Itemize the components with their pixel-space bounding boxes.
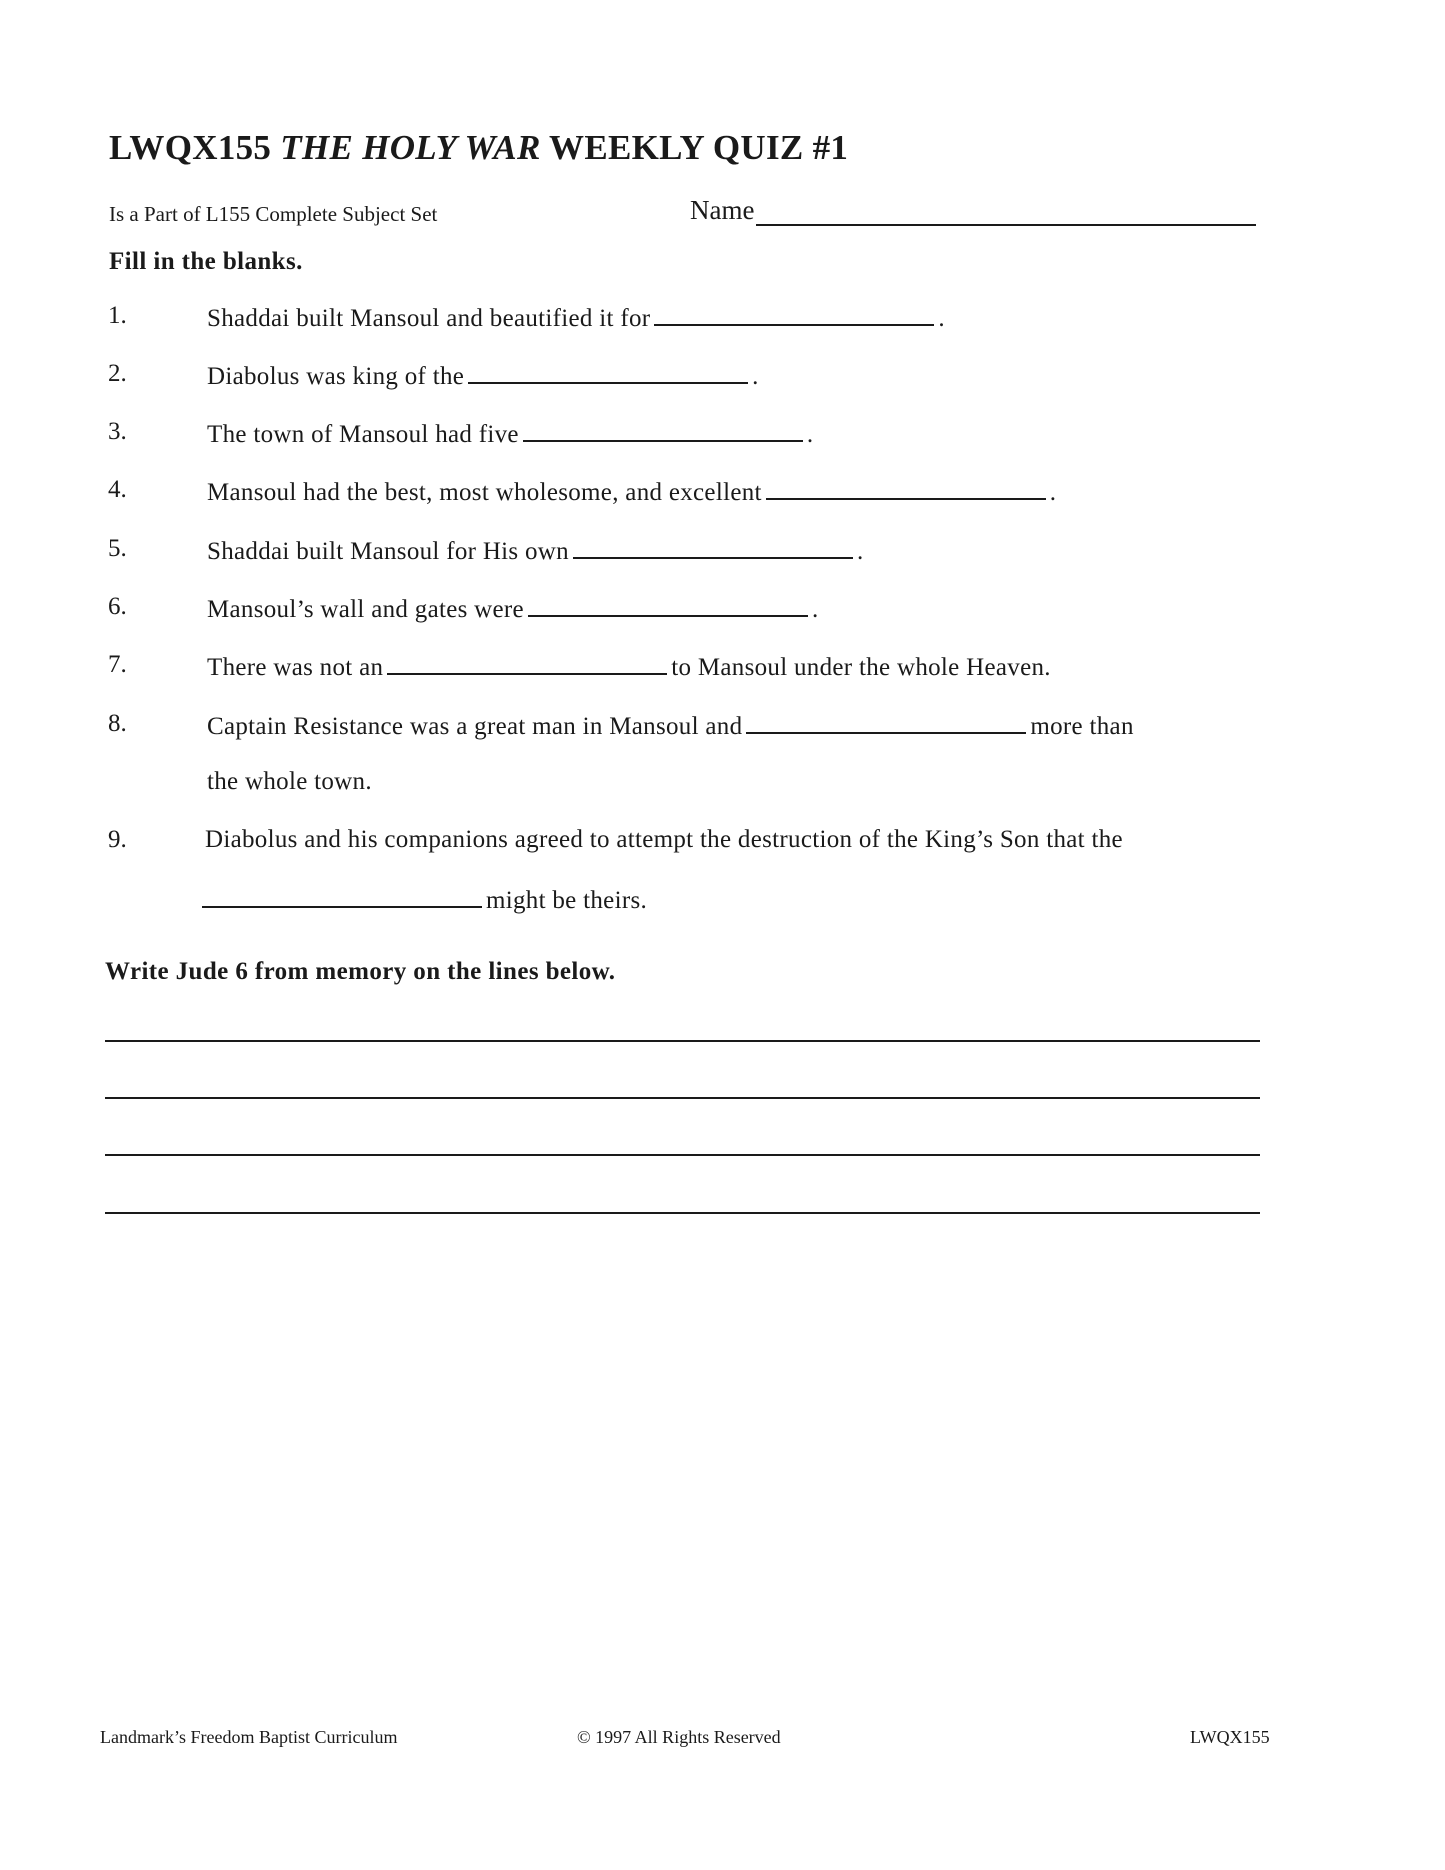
question-3	[207, 418, 813, 449]
answer-blank[interactable]	[573, 535, 853, 559]
fill-in-heading: Fill in the blanks.	[109, 248, 303, 275]
question-1	[207, 302, 945, 333]
memory-writing-line[interactable]	[105, 1154, 1260, 1156]
answer-blank[interactable]	[387, 651, 667, 675]
question-number: 5.	[108, 535, 127, 562]
question-suffix: .	[1049, 479, 1057, 506]
question-2	[207, 360, 759, 391]
memory-heading: Write Jude 6 from memory on the lines below.	[105, 958, 616, 985]
quiz-code: LWQX155	[109, 128, 272, 167]
question-suffix: .	[856, 538, 864, 565]
question-suffix: .	[938, 305, 945, 332]
question-text: Mansoul’s wall and gates were	[207, 596, 524, 623]
question-text: Diabolus was king of the	[207, 363, 465, 390]
memory-writing-line[interactable]	[105, 1212, 1260, 1214]
footer-code: LWQX155	[1190, 1727, 1270, 1747]
question-6	[207, 593, 819, 624]
subject-set-note: Is a Part of L155 Complete Subject Set	[109, 202, 438, 226]
question-suffix: .	[752, 363, 759, 390]
question-suffix: to Mansoul under the whole Heaven.	[671, 654, 1051, 681]
memory-writing-line[interactable]	[105, 1040, 1260, 1042]
answer-blank[interactable]	[528, 593, 808, 617]
question-8-continuation: the whole town.	[207, 768, 372, 795]
book-title: THE HOLY WAR	[280, 128, 541, 167]
question-text: Mansoul had the best, most wholesome, and excellent	[207, 479, 762, 506]
answer-blank[interactable]	[746, 710, 1026, 734]
question-text: Shaddai built Mansoul and beautified it for	[207, 305, 651, 332]
question-suffix: .	[811, 596, 819, 623]
question-7	[207, 651, 1051, 682]
answer-blank[interactable]	[468, 360, 748, 384]
answer-blank[interactable]	[202, 884, 482, 908]
answer-blank[interactable]	[654, 302, 934, 326]
footer-publisher: Landmark’s Freedom Baptist Curriculum	[100, 1727, 398, 1747]
name-field[interactable]	[690, 195, 1256, 226]
question-number: 7.	[108, 651, 127, 678]
question-suffix: might be theirs.	[486, 887, 648, 914]
question-number: 4.	[108, 476, 127, 503]
question-text: There was not an	[207, 654, 384, 681]
question-number: 3.	[108, 418, 127, 445]
name-label: Name	[690, 195, 755, 225]
question-9	[205, 826, 1123, 854]
question-suffix: more than	[1030, 713, 1134, 740]
question-number: 1.	[108, 302, 127, 329]
question-4	[207, 476, 1056, 507]
question-number: 6.	[108, 593, 127, 620]
question-text: Diabolus and his companions agreed to attempt the destruction of the King’s Son that the	[205, 826, 1123, 853]
question-8	[207, 710, 1134, 741]
question-text: Shaddai built Mansoul for His own	[207, 538, 569, 565]
question-number: 9.	[108, 826, 127, 853]
answer-blank[interactable]	[523, 418, 803, 442]
question-9-continuation	[202, 884, 647, 915]
quiz-label: WEEKLY QUIZ #1	[549, 128, 849, 167]
memory-writing-line[interactable]	[105, 1097, 1260, 1099]
question-number: 2.	[108, 360, 127, 387]
question-text: The town of Mansoul had five	[207, 421, 519, 448]
question-number: 8.	[108, 710, 127, 737]
question-5	[207, 535, 864, 566]
footer-copyright: © 1997 All Rights Reserved	[577, 1727, 781, 1747]
question-suffix: .	[806, 421, 814, 448]
name-blank[interactable]	[756, 196, 1256, 226]
answer-blank[interactable]	[766, 476, 1046, 500]
question-text: Captain Resistance was a great man in Mansoul and	[207, 713, 743, 740]
quiz-title	[109, 128, 848, 168]
